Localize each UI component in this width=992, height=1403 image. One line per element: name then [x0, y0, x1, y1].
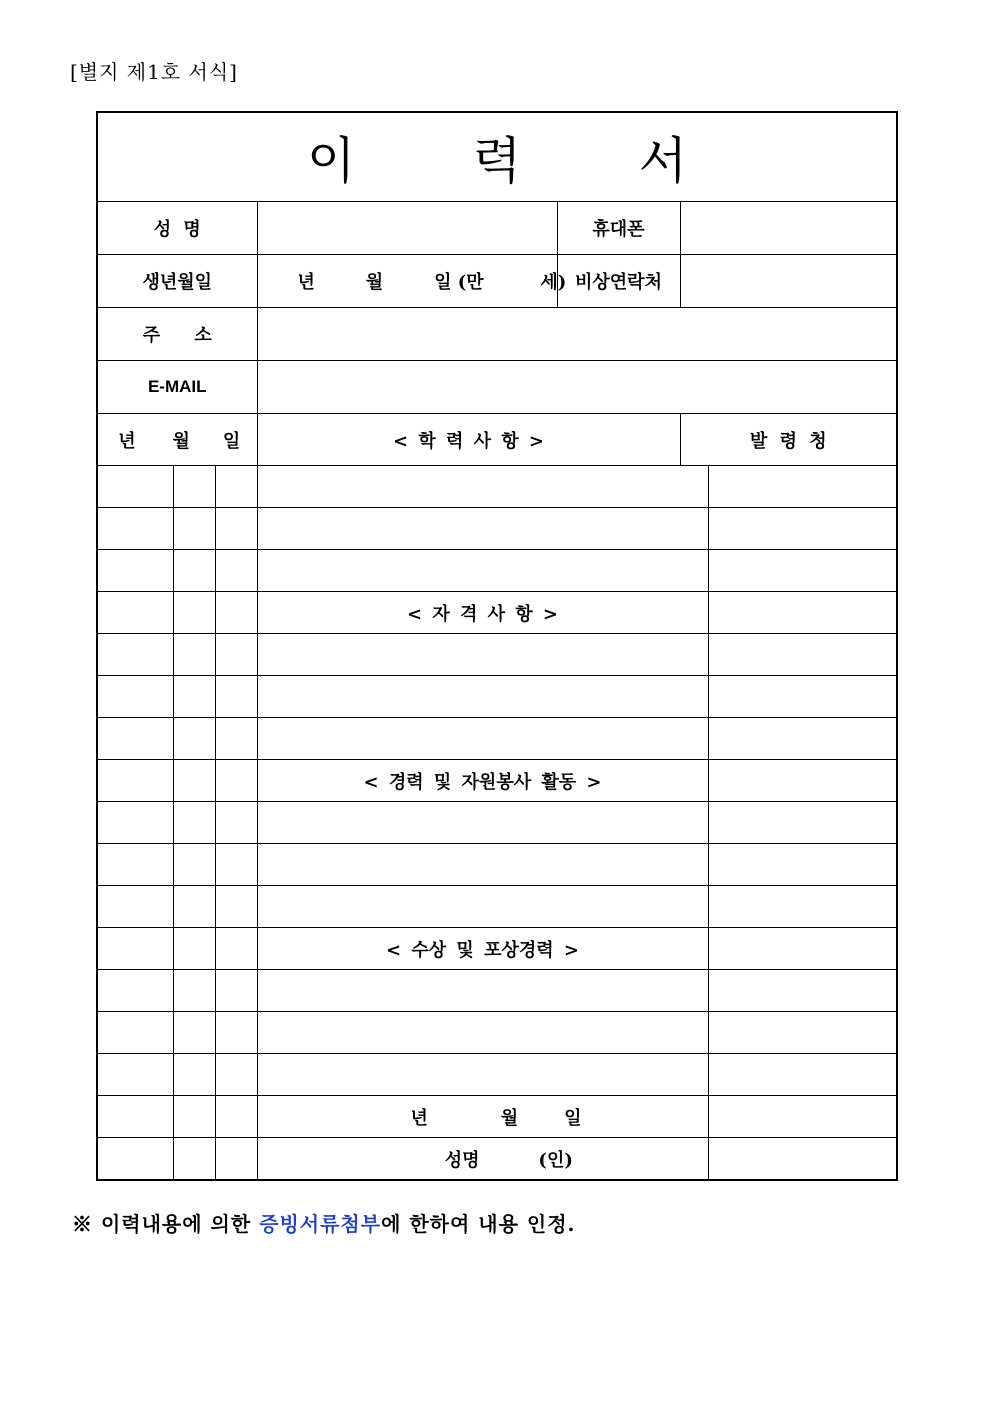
emergency-field[interactable]: [680, 255, 897, 308]
name-field[interactable]: [257, 202, 557, 255]
month-cell[interactable]: [173, 718, 215, 760]
emergency-label: 비상연락처: [557, 255, 680, 308]
issuer-cell[interactable]: [708, 844, 897, 886]
address-label: 주 소: [97, 308, 257, 361]
month-cell[interactable]: [173, 1096, 215, 1138]
year-cell[interactable]: [97, 1054, 173, 1096]
day-cell[interactable]: [215, 886, 257, 928]
issuer-cell[interactable]: [708, 592, 897, 634]
year-cell[interactable]: [97, 802, 173, 844]
content-cell[interactable]: [257, 718, 708, 760]
mobile-label: 휴대폰: [557, 202, 680, 255]
year-cell[interactable]: [97, 1138, 173, 1181]
content-cell[interactable]: [257, 802, 708, 844]
day-cell[interactable]: [215, 718, 257, 760]
email-label: E-MAIL: [97, 361, 257, 414]
month-cell[interactable]: [173, 508, 215, 550]
issuer-cell[interactable]: [708, 718, 897, 760]
month-cell[interactable]: [173, 928, 215, 970]
day-cell[interactable]: [215, 1012, 257, 1054]
year-cell[interactable]: [97, 634, 173, 676]
month-cell[interactable]: [173, 802, 215, 844]
date-header-day: 일: [222, 430, 241, 452]
year-cell[interactable]: [97, 970, 173, 1012]
day-cell[interactable]: [215, 970, 257, 1012]
month-cell[interactable]: [173, 634, 215, 676]
email-field[interactable]: [257, 361, 897, 414]
year-cell[interactable]: [97, 466, 173, 508]
document-title: [97, 112, 897, 202]
footer-note-suffix: 에 한하여 내용 인정.: [381, 1212, 576, 1236]
signature-month-unit: 월: [500, 1107, 519, 1129]
birth-field[interactable]: [257, 255, 567, 308]
year-cell[interactable]: [97, 718, 173, 760]
career-section-header: < 경력 및 자원봉사 활동 >: [257, 760, 708, 802]
year-cell[interactable]: [97, 1012, 173, 1054]
name-label: 성 명: [97, 202, 257, 255]
day-cell[interactable]: [215, 760, 257, 802]
issuer-cell[interactable]: [708, 1054, 897, 1096]
year-cell[interactable]: [97, 676, 173, 718]
signature-seal: (인): [538, 1149, 573, 1171]
mobile-field[interactable]: [680, 202, 897, 255]
form-label: [별지 제1호 서식]: [70, 60, 238, 84]
content-cell[interactable]: [257, 508, 708, 550]
day-cell[interactable]: [215, 592, 257, 634]
issuer-cell[interactable]: [708, 760, 897, 802]
issuer-cell[interactable]: [708, 886, 897, 928]
issuer-cell[interactable]: [708, 508, 897, 550]
day-cell[interactable]: [215, 1096, 257, 1138]
title-char-3: 서: [638, 132, 688, 190]
footer-note-highlight: 증빙서류첨부: [259, 1212, 382, 1236]
month-cell[interactable]: [173, 466, 215, 508]
education-section-header: < 학 력 사 항 >: [257, 414, 680, 466]
footer-note: [72, 1208, 575, 1237]
signature-day-unit: 일: [564, 1107, 582, 1129]
signature-year-unit: 년: [410, 1107, 428, 1129]
issuer-cell[interactable]: [708, 634, 897, 676]
month-cell[interactable]: [173, 886, 215, 928]
date-header-year: 년: [118, 430, 136, 452]
signature-date: [257, 1096, 708, 1138]
day-cell[interactable]: [215, 928, 257, 970]
day-cell[interactable]: [215, 508, 257, 550]
day-cell[interactable]: [215, 1054, 257, 1096]
month-cell[interactable]: [173, 760, 215, 802]
content-cell[interactable]: [257, 886, 708, 928]
content-cell[interactable]: [257, 1012, 708, 1054]
issuer-header: 발 령 청: [680, 414, 897, 466]
year-cell[interactable]: [97, 550, 173, 592]
content-cell[interactable]: [257, 550, 708, 592]
year-cell[interactable]: [97, 928, 173, 970]
day-cell[interactable]: [215, 844, 257, 886]
day-cell[interactable]: [215, 802, 257, 844]
title-char-1: 이: [306, 132, 356, 190]
day-cell[interactable]: [215, 550, 257, 592]
month-cell[interactable]: [173, 970, 215, 1012]
month-cell[interactable]: [173, 1012, 215, 1054]
footer-note-prefix: ※ 이력내용에 의한: [72, 1212, 260, 1236]
title-char-2: 력: [472, 132, 522, 190]
content-cell[interactable]: [257, 970, 708, 1012]
content-cell[interactable]: [257, 634, 708, 676]
content-cell[interactable]: [257, 676, 708, 718]
address-field[interactable]: [257, 308, 897, 361]
content-cell[interactable]: [257, 844, 708, 886]
birth-label: 생년월일: [97, 255, 257, 308]
month-cell[interactable]: [173, 844, 215, 886]
birth-year-unit: 년: [297, 272, 315, 293]
issuer-cell[interactable]: [708, 928, 897, 970]
issuer-cell[interactable]: [708, 466, 897, 508]
day-cell[interactable]: [215, 676, 257, 718]
year-cell[interactable]: [97, 508, 173, 550]
month-cell[interactable]: [173, 1054, 215, 1096]
issuer-cell[interactable]: [708, 970, 897, 1012]
month-cell[interactable]: [173, 676, 215, 718]
year-cell[interactable]: [97, 1096, 173, 1138]
day-cell[interactable]: [215, 634, 257, 676]
content-cell[interactable]: [257, 466, 708, 508]
year-cell[interactable]: [97, 760, 173, 802]
year-cell[interactable]: [97, 592, 173, 634]
issuer-cell[interactable]: [708, 802, 897, 844]
year-cell[interactable]: [97, 886, 173, 928]
signature-name-label: 성명: [444, 1149, 480, 1171]
issuer-cell[interactable]: [708, 676, 897, 718]
issuer-cell[interactable]: [708, 1138, 897, 1181]
content-cell[interactable]: [257, 1054, 708, 1096]
day-cell[interactable]: [215, 1138, 257, 1181]
year-cell[interactable]: [97, 844, 173, 886]
issuer-cell[interactable]: [708, 1096, 897, 1138]
date-header-month: 월: [172, 430, 190, 452]
signature-name: [257, 1138, 708, 1181]
birth-month-unit: 월: [365, 272, 384, 293]
issuer-cell[interactable]: [708, 550, 897, 592]
month-cell[interactable]: [173, 1138, 215, 1181]
month-cell[interactable]: [173, 592, 215, 634]
birth-day-unit: 일 (만: [434, 272, 484, 293]
day-cell[interactable]: [215, 466, 257, 508]
month-cell[interactable]: [173, 550, 215, 592]
awards-section-header: < 수상 및 포상경력 >: [257, 928, 708, 970]
qualification-section-header: < 자 격 사 항 >: [257, 592, 708, 634]
birth-age-unit: 세): [540, 272, 567, 293]
issuer-cell[interactable]: [708, 1012, 897, 1054]
date-header: [97, 414, 257, 466]
resume-table: [96, 111, 898, 1181]
